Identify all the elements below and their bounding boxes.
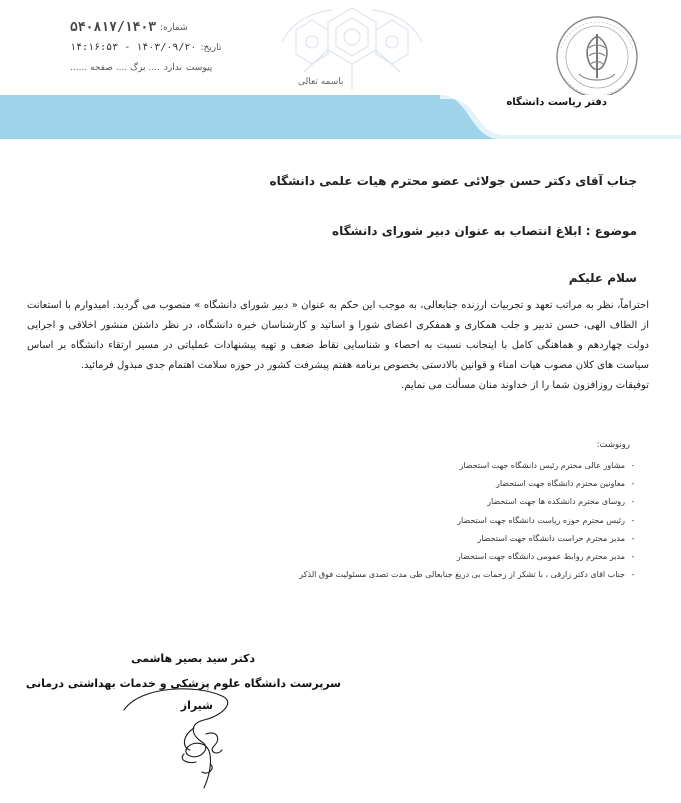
letter-meta bbox=[70, 18, 220, 78]
date-label: تاریخ: bbox=[200, 43, 222, 53]
copies-list bbox=[299, 457, 641, 584]
office-title: دفتر ریاست دانشگاه bbox=[506, 97, 607, 108]
list-item: -جناب اقای دکتر زارقی ، با تشکر از زحمات بی دریغ جنابعالی طی مدت تصدی مسئولیت فوق الذکر bbox=[299, 570, 635, 580]
copies-title: رونوشت: bbox=[596, 440, 630, 450]
list-item: -روسای محترم دانشکده ها جهت استحضار bbox=[487, 497, 635, 507]
letter-number: ۵۴۰۸۱۷/۱۴۰۳ bbox=[70, 20, 157, 35]
list-item: -مدیر محترم حراست دانشگاه جهت استحضار bbox=[477, 533, 635, 543]
signatory-title: سرپرست دانشگاه علوم پزشکی و خدمات بهداشتی درمانی bbox=[25, 677, 341, 690]
body-paragraph: احتراماً، نظر به مراتب تعهد و تجربیات ارزنده جنابعالی، به موجب این حکم به عنوان « دبیر شورای دانشگاه » منصوب می گردید. امیدوارم با استعانت از الطاف الهی، حسن تدبیر و جلب همکاری و همفکری اعضای شورا و اساتید و کارشناسان خبره دانشگاه، در نظر داشتن منشور اخلاقی و اجرایی دولت چهاردهم و هماهنگی کامل با اینجانب نسبت به احصاء و شناسایی نقاط ضعف و تهیه پیشنهادات عملیاتی در مسیر ارتقاء دانشگاه بر اساس سیاست های کلان مصوب هیات امناء و قوانین بالادستی بخصوص برنامه هفتم پیشرفت کشور در حوزه سلامت اهتمام جدی مبذول فرمائید. bbox=[27, 300, 649, 371]
letter-body bbox=[27, 296, 649, 396]
list-item: -معاونین محترم دانشگاه جهت استحضار bbox=[495, 479, 635, 489]
list-item: -رئیس محترم حوزه ریاست دانشگاه جهت استحضار bbox=[457, 515, 635, 525]
greeting: سلام علیکم bbox=[568, 271, 637, 285]
letter-number-label: شماره: bbox=[160, 23, 188, 33]
signatory-name: دکتر سید بصیر هاشمی bbox=[131, 652, 255, 665]
closing-line: توفیقات روزافزون شما را از خداوند منان مسألت می نمایم. bbox=[401, 380, 649, 391]
list-item: -مدیر محترم روابط عمومی دانشگاه جهت استحضار bbox=[456, 551, 635, 561]
list-item: -مشاور عالی محترم رئیس دانشگاه جهت استحضار bbox=[459, 461, 635, 470]
page-info: .... برگ .... صفحه ...... bbox=[70, 63, 160, 73]
attachment-value: ندارد bbox=[163, 63, 182, 73]
handwritten-signature bbox=[118, 684, 250, 792]
university-logo bbox=[549, 12, 645, 102]
ornament-pattern bbox=[252, 2, 452, 98]
attachment-label: پیوست bbox=[185, 63, 213, 73]
letter-date: ۱۴۰۳/۰۹/۲۰ - ۱۴:۱۶:۵۳ bbox=[70, 42, 197, 53]
recipient-line: جناب آقای دکتر حسن جولائی عضو محترم هیات علمی دانشگاه bbox=[269, 174, 637, 188]
subject-line: موضوع : ابلاغ انتصاب به عنوان دبیر شورای دانشگاه bbox=[331, 224, 637, 238]
signatory-city: شیراز bbox=[180, 699, 213, 712]
basmeh-label: باسمه تعالی bbox=[298, 77, 344, 87]
